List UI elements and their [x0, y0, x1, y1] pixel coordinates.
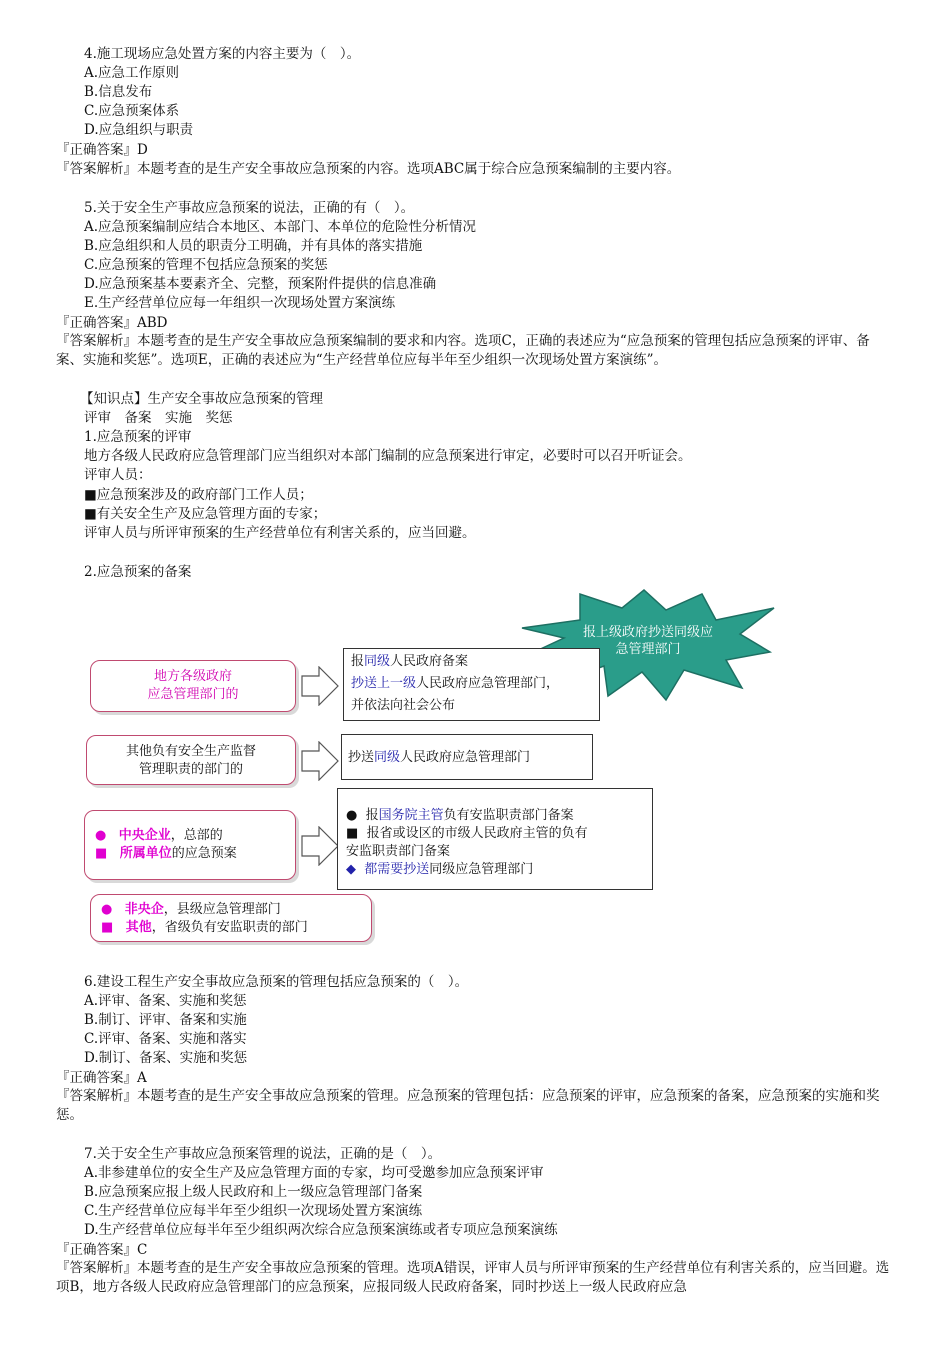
- bullet-square-icon: ■: [101, 920, 114, 935]
- q5-option-e: E.生产经营单位应每一年组织一次现场处置方案演练: [84, 295, 396, 311]
- q5-answer: 『正确答案』ABD: [56, 315, 168, 331]
- row2-left-line: 管理职责的部门的: [138, 762, 243, 777]
- row1-left-line: 应急管理部门的: [147, 687, 239, 702]
- bullet-diamond-icon: ◆: [346, 862, 356, 877]
- knowledge-keywords: 评审 备案 实施 奖惩: [84, 410, 233, 426]
- row3-text: 同级应急管理部门: [429, 862, 534, 877]
- row3-left-text: 的应急预案: [171, 846, 237, 861]
- reviewers-label: 评审人员：: [84, 467, 152, 483]
- row1-left-line: 地方各级政府: [153, 669, 232, 684]
- arrow-right-icon: [301, 666, 339, 706]
- q5-option-c: C.应急预案的管理不包括应急预案的奖惩: [84, 257, 328, 273]
- section-review-title: 1.应急预案的评审: [84, 429, 192, 445]
- row4-text: ，县级应急管理部门: [163, 902, 281, 917]
- row2-right-box: [341, 734, 593, 780]
- section-review-text: 地方各级人民政府应急管理部门应当组织对本部门编制的应急预案进行审定，必要时可以召开听证会。: [84, 448, 692, 464]
- q7-option-d: D.生产经营单位应每半年至少组织两次综合应急预案演练或者专项应急预案演练: [84, 1222, 558, 1238]
- q6-question: 6.建设工程生产安全事故应急预案的管理包括应急预案的（ ）。: [84, 974, 469, 990]
- row1-text: 人民政府应急管理部门，: [416, 676, 560, 691]
- q4-option-b: B.信息发布: [84, 84, 153, 100]
- q6-option-c: C.评审、备案、实施和落实: [84, 1031, 247, 1047]
- bullet-dot-icon: ●: [101, 902, 113, 917]
- q6-option-a: A.评审、备案、实施和奖惩: [84, 993, 247, 1009]
- row3-text: 安监职责部门备案: [346, 844, 451, 859]
- row3-left-box: [84, 810, 296, 880]
- q7-analysis: 『答案解析』本题考查的是生产安全事故应急预案的管理。选项A错误，评审人员与所评审预案的生产经营单位有利害关系的，应当回避。选项B，地方各级人民政府应急管理部门的应急预案，应报同级人民政府备案，同时抄送上一级人民政府应急: [56, 1260, 890, 1295]
- row2-text: 人民政府应急管理部门: [400, 750, 531, 765]
- row1-text-highlight: 同级: [364, 654, 391, 669]
- q5-question: 5.关于安全生产事故应急预案的说法，正确的有（ ）。: [84, 200, 415, 216]
- q6-answer: 『正确答案』A: [56, 1070, 147, 1086]
- row4-box: [90, 894, 372, 942]
- q5-option-d: D.应急预案基本要素齐全、完整，预案附件提供的信息准确: [84, 276, 437, 292]
- q7-question: 7.关于安全生产事故应急预案管理的说法，正确的是（ ）。: [84, 1146, 442, 1162]
- row3-text: 负有安监职责部门备案: [443, 808, 574, 823]
- q4-answer: 『正确答案』D: [56, 142, 148, 158]
- row3-left-text: ，总部的: [170, 828, 223, 843]
- row4-highlight: 非央企: [124, 902, 164, 917]
- row1-left-box: [90, 660, 296, 712]
- q5-option-b: B.应急组织和人员的职责分工明确，并有具体的落实措施: [84, 238, 423, 254]
- row3-text: 报省或设区的市级人民政府主管的负有: [366, 826, 588, 841]
- row4-highlight: 其他: [125, 920, 152, 935]
- row1-text: 并依法向社会公布: [351, 698, 456, 713]
- reviewer-item: ■有关安全生产及应急管理方面的专家；: [84, 506, 327, 522]
- q4-option-c: C.应急预案体系: [84, 103, 180, 119]
- row2-left-box: [86, 735, 296, 785]
- q4-option-a: A.应急工作原则: [84, 65, 180, 81]
- q7-option-c: C.生产经营单位应每半年至少组织一次现场处置方案演练: [84, 1203, 423, 1219]
- row3-left-highlight: 中央企业: [118, 828, 171, 843]
- starburst-text: 报上级政府抄送同级应急管理部门: [582, 625, 713, 657]
- q5-option-a: A.应急预案编制应结合本地区、本部门、本单位的危险性分析情况: [84, 219, 477, 235]
- q4-option-d: D.应急组织与职责: [84, 122, 194, 138]
- row3-right-box: [337, 788, 653, 890]
- avoid-text: 评审人员与所评审预案的生产经营单位有利害关系的，应当回避。: [84, 525, 476, 541]
- row2-text: 抄送: [348, 750, 375, 765]
- row2-text-highlight: 同级: [374, 750, 401, 765]
- row4-text: ，省级负有安监职责的部门: [151, 920, 308, 935]
- q6-option-d: D.制订、备案、实施和奖惩: [84, 1050, 248, 1066]
- row1-text: 报: [351, 654, 365, 669]
- row3-text-highlight: 都需要抄送: [364, 862, 430, 877]
- row3-text: 报: [365, 808, 379, 823]
- section-filing-title: 2.应急预案的备案: [84, 564, 192, 580]
- bullet-square-icon: ■: [95, 846, 108, 861]
- q4-question: 4.施工现场应急处置方案的内容主要为（ ）。: [84, 46, 361, 62]
- q6-analysis: 『答案解析』本题考查的是生产安全事故应急预案的管理。应急预案的管理包括：应急预案的评审，应急预案的备案，应急预案的实施和奖惩。: [56, 1088, 880, 1123]
- row3-text-highlight: 国务院主管: [378, 808, 444, 823]
- arrow-right-icon: [301, 741, 339, 781]
- row1-text: 人民政府备案: [390, 654, 469, 669]
- arrow-right-icon: [301, 826, 339, 866]
- q7-answer: 『正确答案』C: [56, 1242, 148, 1258]
- knowledge-title: 【知识点】生产安全事故应急预案的管理: [80, 391, 323, 407]
- reviewer-item: ■应急预案涉及的政府部门工作人员；: [84, 487, 313, 503]
- bullet-square-icon: ■: [346, 826, 359, 841]
- q7-option-a: A.非参建单位的安全生产及应急管理方面的专家，均可受邀参加应急预案评审: [84, 1165, 544, 1181]
- bullet-dot-icon: ●: [346, 808, 358, 823]
- q5-analysis: 『答案解析』本题考查的是生产安全事故应急预案编制的要求和内容。选项C，正确的表述应为“应急预案的管理包括应急预案的评审、备案、实施和奖惩”。选项E，正确的表述应为“生产经营单位应每半年至少组织一次现场处置方案演练”。: [56, 333, 870, 368]
- q6-option-b: B.制订、评审、备案和实施: [84, 1012, 247, 1028]
- q4-analysis: 『答案解析』本题考查的是生产安全事故应急预案的内容。选项ABC属于综合应急预案编制的主要内容。: [56, 161, 681, 177]
- row2-left-line: 其他负有安全生产监督: [125, 744, 256, 759]
- row3-left-highlight: 所属单位: [119, 846, 172, 861]
- bullet-dot-icon: ●: [95, 828, 107, 843]
- row1-text-highlight: 抄送上一级: [351, 676, 417, 691]
- row1-right-box: [343, 648, 600, 721]
- q7-option-b: B.应急预案应报上级人民政府和上一级应急管理部门备案: [84, 1184, 423, 1200]
